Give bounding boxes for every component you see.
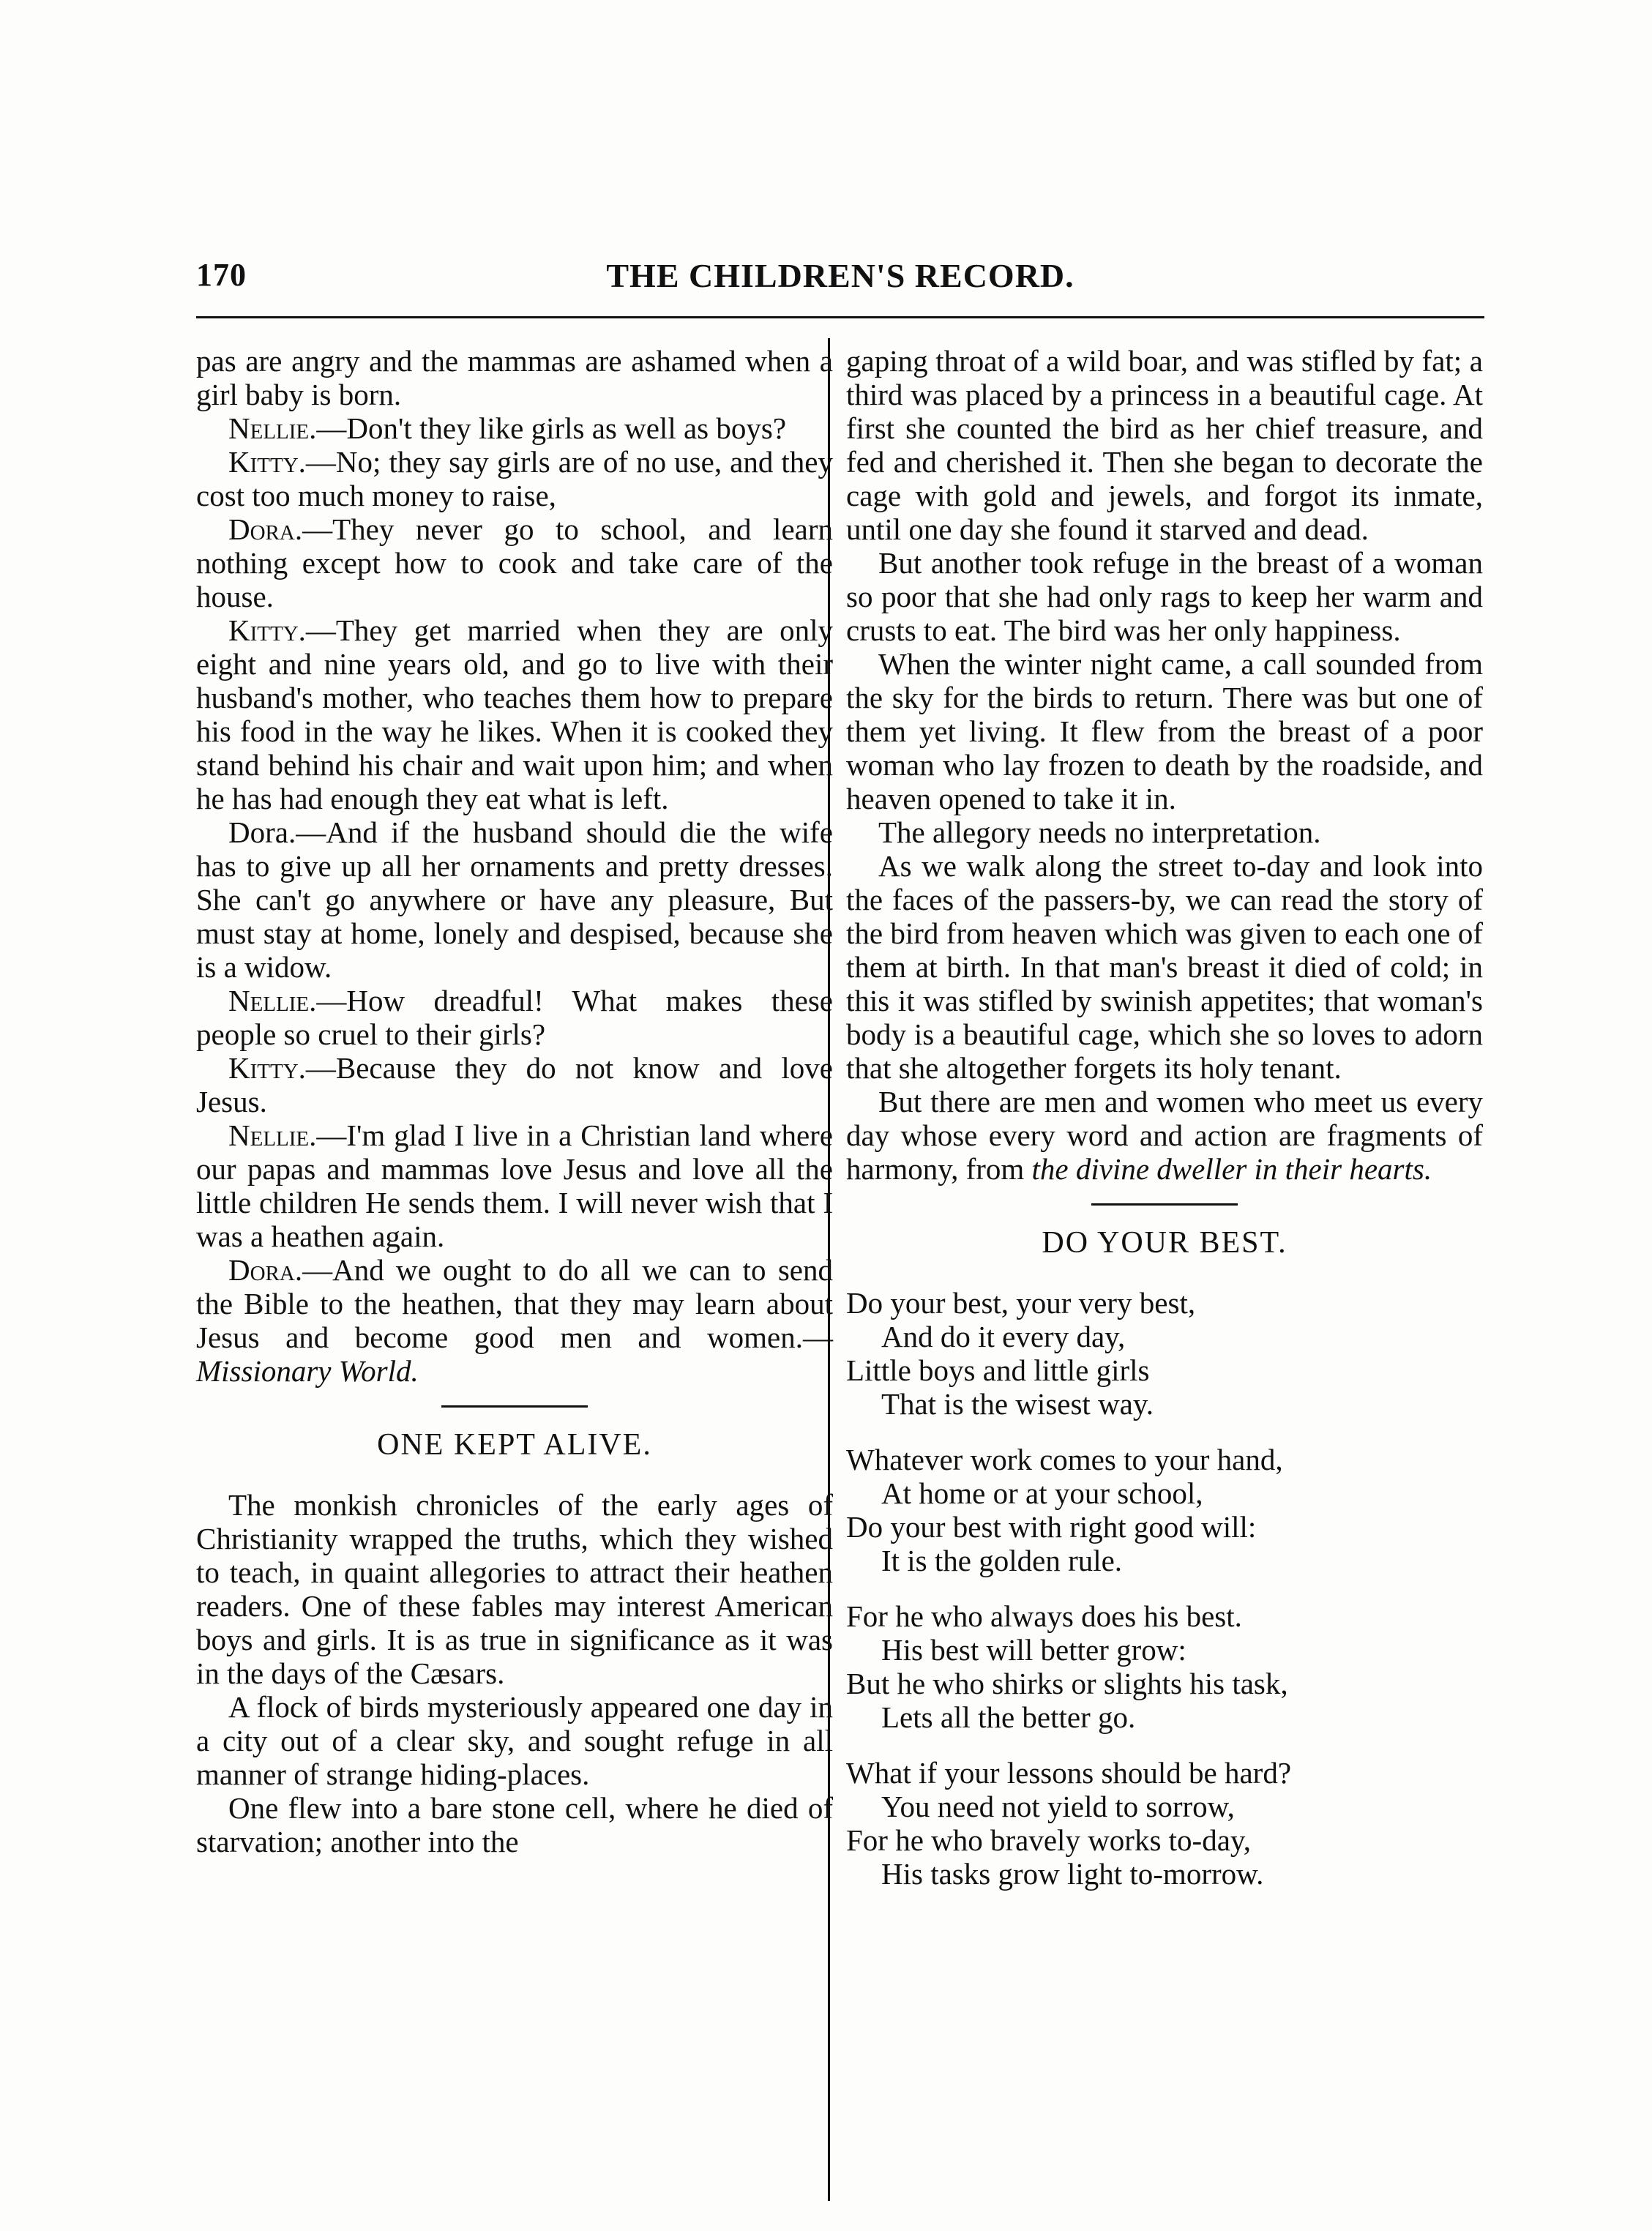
header-rule — [196, 316, 1484, 318]
dialogue-speaker: Dora. — [228, 815, 296, 849]
left-column — [196, 344, 833, 1858]
running-head — [196, 256, 1484, 307]
article-paragraph: The monkish chronicles of the early ages of Christianity wrapped the truths, which they wished to teach, in quaint allegories to attract their heathen readers. One of these fables may interest American boys and girls. It is as true in significance as it was in the days of the Cæsars. — [196, 1488, 833, 1690]
dialogue-paragraph — [196, 613, 833, 815]
dialogue-text: —And we ought to do all we can to send the Bible to the heathen, that they may learn about Jesus and become good men and women.— — [196, 1253, 833, 1354]
poem-line: It is the golden rule. — [881, 1544, 1123, 1577]
article-paragraph: When the winter night came, a call sounded from the sky for the birds to return. There was but one of them yet living. It flew from the breast of a poor woman who lay frozen to death by the roadside, and heaven opened to take it in. — [846, 647, 1483, 815]
poem-line: Little boys and little girls — [846, 1353, 1150, 1387]
dialogue-text: —How dreadful! What makes these people so cruel to their girls? — [196, 984, 833, 1051]
section-rule — [1091, 1203, 1238, 1206]
article-paragraph — [846, 1085, 1483, 1186]
poem-line: Do your best with right good will: — [846, 1510, 1257, 1544]
poem-line: And do it every day, — [881, 1320, 1126, 1353]
dialogue-text: pas are angry and the mammas are ashamed when a girl baby is born. — [196, 344, 833, 411]
poem-line: What if your lessons should be hard? — [846, 1756, 1292, 1790]
article-paragraph: A flock of birds mysteriously appeared one day in a city out of a clear sky, and sought refuge in all manner of strange hiding-places. — [196, 1690, 833, 1791]
paragraph-italic-text: the divine dweller in their hearts. — [1031, 1152, 1432, 1186]
dialogue-speaker: Dora. — [228, 1253, 303, 1287]
dialogue-speaker: Kitty. — [228, 1051, 306, 1085]
article-paragraph: But another took refuge in the breast of a woman so poor that she had only rags to keep her warm and crusts to eat. The bird was her only happiness. — [846, 546, 1483, 647]
page-number: 170 — [196, 257, 247, 293]
dialogue-paragraph — [196, 815, 833, 984]
poem-stanza — [846, 1599, 1483, 1734]
section-rule — [441, 1405, 588, 1408]
dialogue-speaker: Dora. — [228, 512, 303, 546]
poem-line: Whatever work comes to your hand, — [846, 1443, 1283, 1476]
dialogue-paragraph — [196, 411, 833, 445]
dialogue-paragraph — [196, 984, 833, 1051]
dialogue-speaker: Kitty. — [228, 613, 306, 647]
article-paragraph: One flew into a bare stone cell, where he died of starvation; another into the — [196, 1791, 833, 1858]
dialogue-paragraph — [196, 445, 833, 512]
article-paragraph: As we walk along the street to-day and look into the faces of the passers-by, we can read the story of the bird from heaven which was given to each one of them at birth. In that man's breast it died of cold; in this it was stifled by swinish appetites; that woman's body is a beautiful cage, which she so loves to adorn that she altogether forgets its holy tenant. — [846, 849, 1483, 1085]
article-title: ONE KEPT ALIVE. — [377, 1428, 652, 1462]
poem-line: For he who bravely works to-day, — [846, 1823, 1251, 1857]
paragraph-text: But there are men and women who meet us every day whose every word and action are fragments of harmony, from — [846, 1085, 1483, 1186]
dialogue-speaker: Nellie. — [228, 411, 317, 445]
poem-stanza — [846, 1756, 1483, 1891]
poem-line: His tasks grow light to-morrow. — [881, 1857, 1264, 1891]
article-paragraph: The allegory needs no interpretation. — [878, 815, 1321, 849]
poem-title: DO YOUR BEST. — [1042, 1226, 1287, 1260]
dialogue-speaker: Kitty. — [228, 445, 306, 479]
source-attribution: Missionary World. — [196, 1354, 419, 1388]
poem-line: You need not yield to sorrow, — [881, 1790, 1235, 1823]
dialogue-text: —They never go to school, and learn nothing except how to cook and take care of the house. — [196, 512, 833, 613]
dialogue-paragraph — [196, 512, 833, 613]
poem-line: For he who always does his best. — [846, 1599, 1242, 1633]
dialogue-text: —They get married when they are only eight and nine years old, and go to live with their husband's mother, who teaches them how to prepare his food in the way he likes. When it is cooked they stand behind his chair and wait upon him; and when he has had enough they eat what is left. — [196, 613, 833, 815]
dialogue-text: —And if the husband should die the wife has to give up all her ornaments and pretty dresses. She can't go anywhere or have any pleasure, But must stay at home, lonely and despised, because she is a widow. — [196, 815, 833, 984]
dialogue-text: —No; they say girls are of no use, and they cost too much money to raise, — [196, 445, 833, 512]
dialogue-text: —Because they do not know and love Jesus. — [196, 1051, 833, 1118]
dialogue-paragraph — [196, 1253, 833, 1388]
poem-line: His best will better grow: — [881, 1633, 1186, 1667]
poem-line: Do your best, your very best, — [846, 1286, 1196, 1320]
poem-stanza — [846, 1443, 1483, 1577]
dialogue-paragraph — [196, 344, 833, 411]
right-column — [846, 344, 1483, 1913]
poem-stanza — [846, 1286, 1483, 1421]
poem-line: But he who shirks or slights his task, — [846, 1667, 1288, 1700]
dialogue-paragraph — [196, 1118, 833, 1253]
poem-line: At home or at your school, — [881, 1476, 1203, 1510]
poem-line: That is the wisest way. — [881, 1387, 1154, 1421]
dialogue-speaker: Nellie. — [228, 984, 317, 1017]
dialogue-speaker: Nellie. — [228, 1118, 317, 1152]
dialogue-text: —I'm glad I live in a Christian land where our papas and mammas love Jesus and love all the little children He sends them. I will never wish that I was a heathen again. — [196, 1118, 833, 1253]
journal-title: THE CHILDREN'S RECORD. — [606, 257, 1074, 294]
article-paragraph: gaping throat of a wild boar, and was stifled by fat; a third was placed by a princess in a beautiful cage. At first she counted the bird as her chief treasure, and fed and cherished it. Then she began to decorate the cage with gold and jewels, and forgot its inmate, until one day she found it starved and dead. — [846, 344, 1483, 546]
dialogue-paragraph — [196, 1051, 833, 1118]
dialogue-text: —Don't they like girls as well as boys? — [316, 411, 787, 445]
poem-line: Lets all the better go. — [881, 1700, 1136, 1734]
